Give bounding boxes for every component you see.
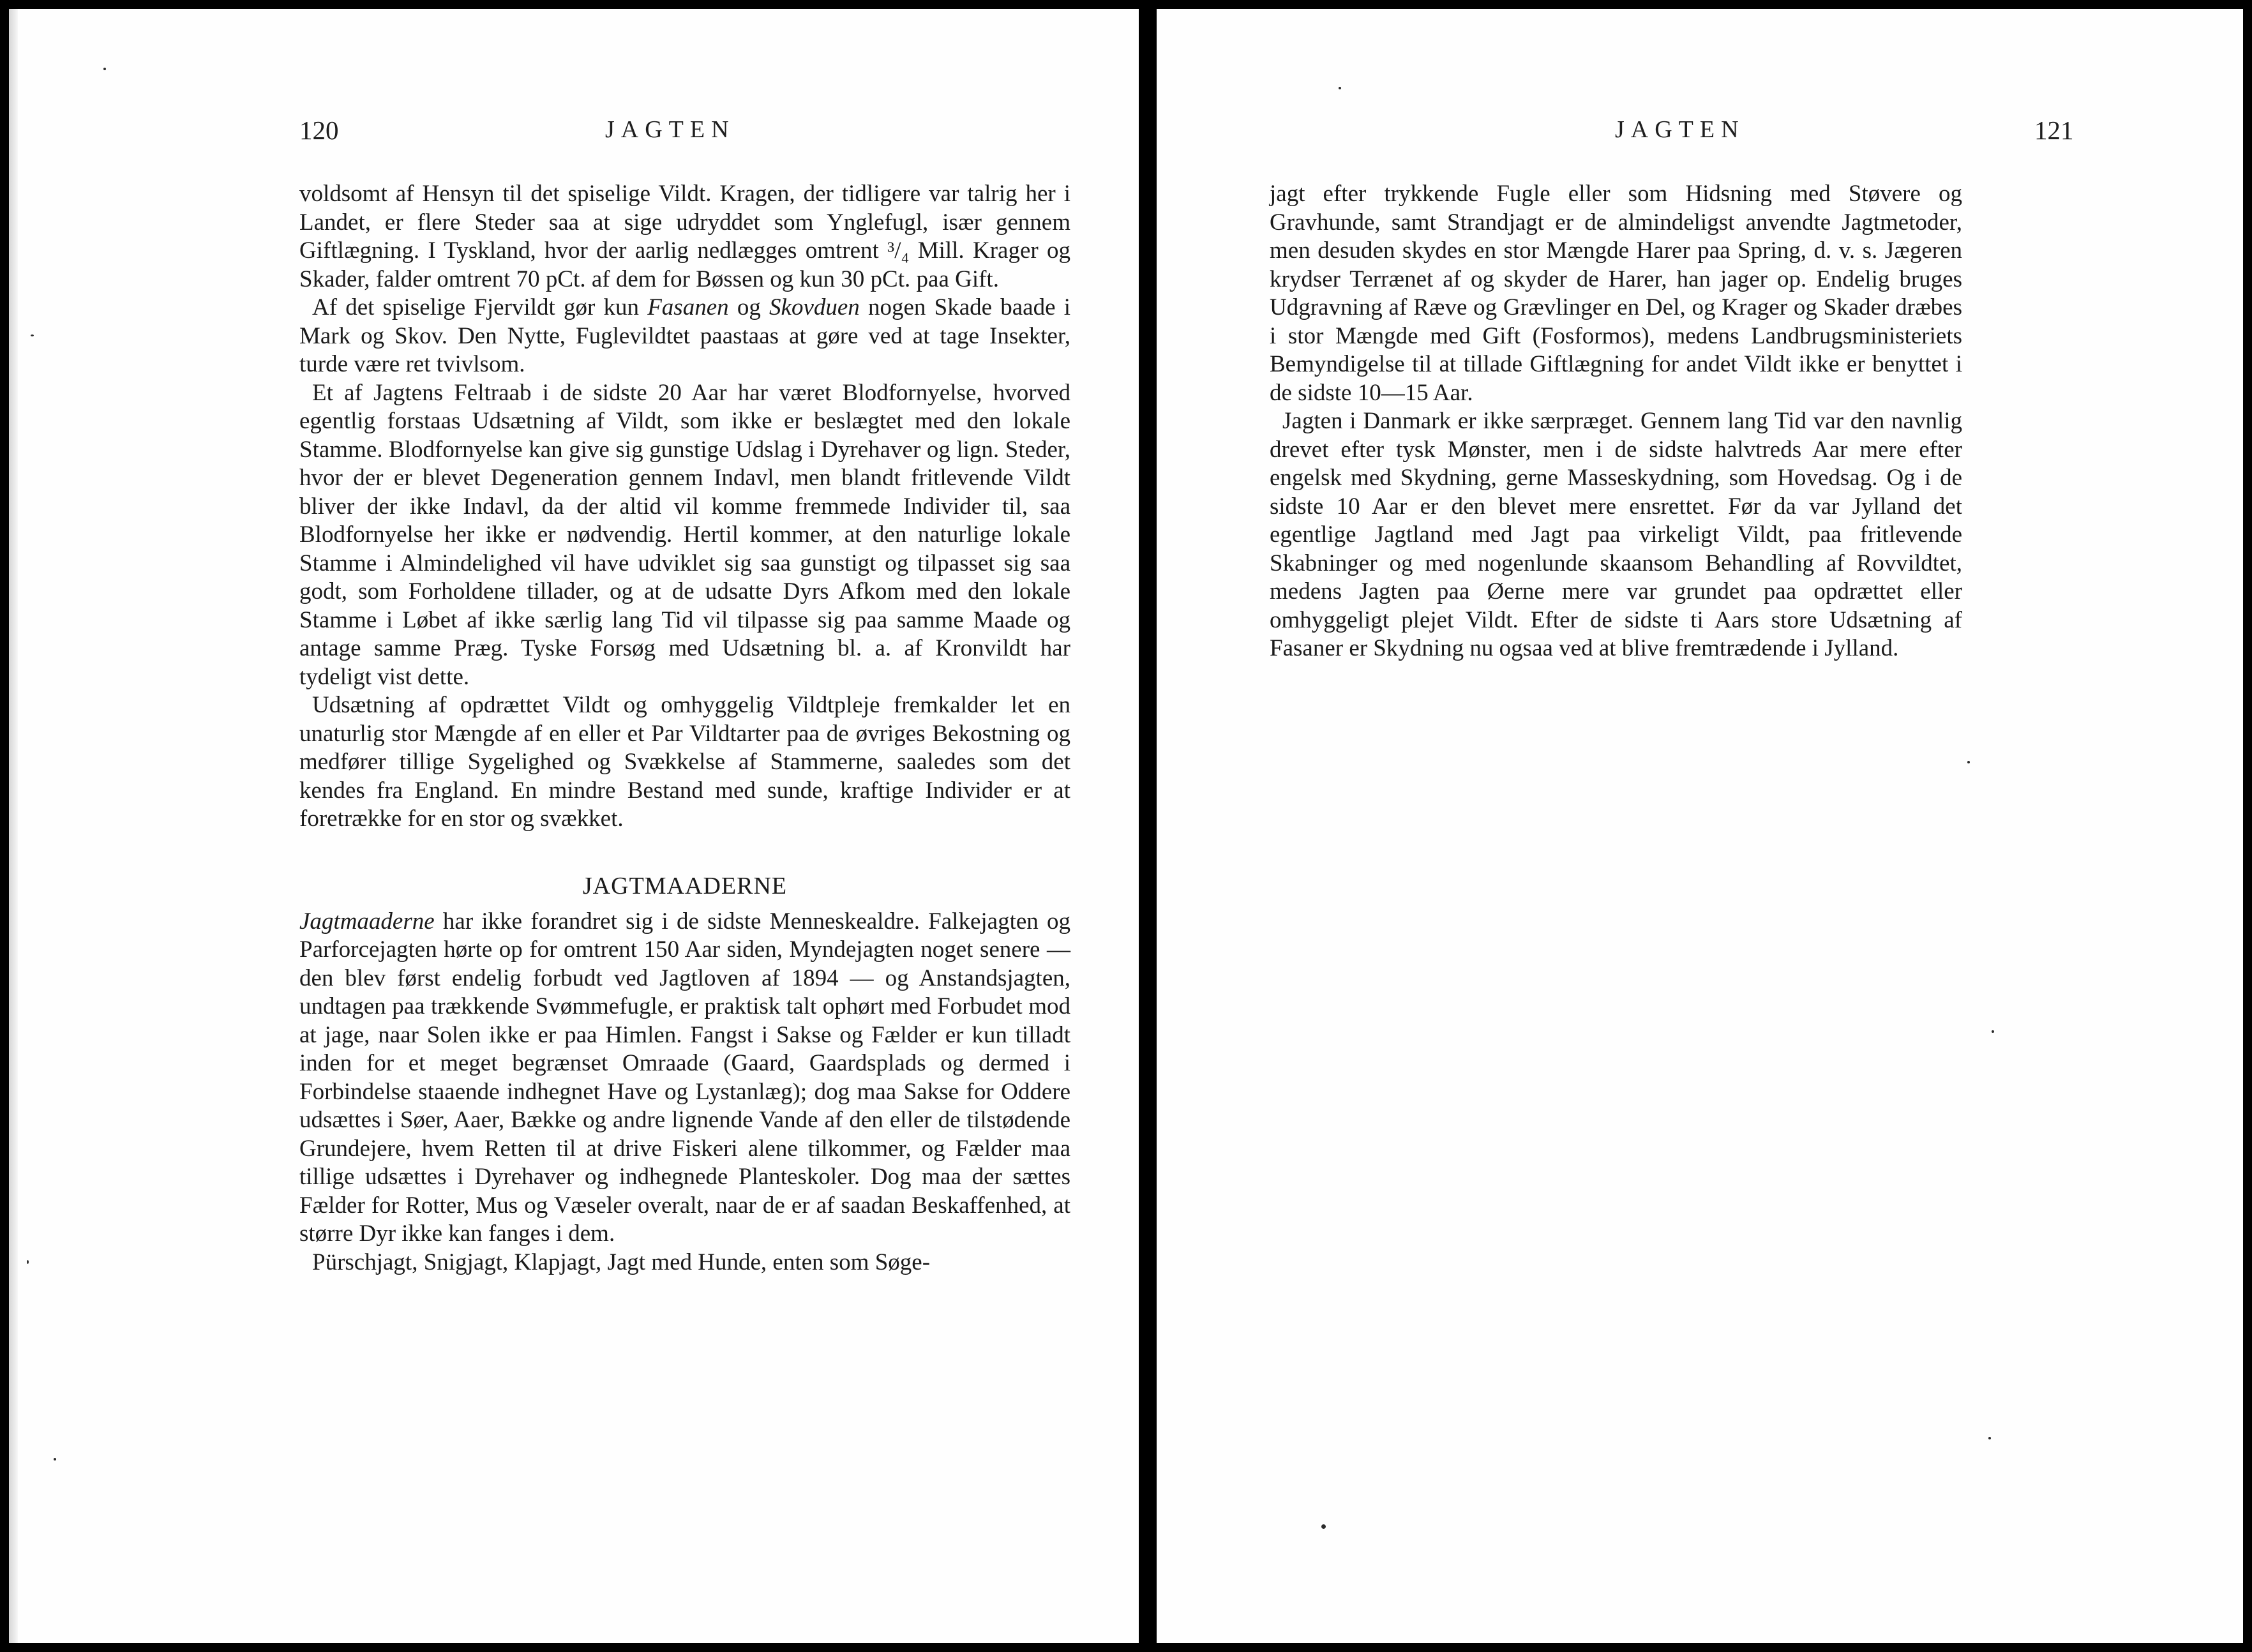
scan-speck [27, 1260, 29, 1264]
scan-shadow-edge [9, 9, 18, 1643]
right-page-body [1270, 180, 1962, 663]
right-paragraph-2: Jagten i Danmark er ikke særpræget. Gennem lang Tid var den navnlig drevet efter tysk Mønster, men i de sidste halvtreds Aar mere efter engelsk med Skydning, gerne Masseskydning, som Hovedsag. Og i de sidste 10 Aar er den blevet mere ensrettet. Før da var Jylland det egentlige Jagtland med Jagt paa virkeligt Vildt, paa fritlevende Skabninger og med nogenlunde skaansom Behandling af Rovvildtet, medens Jagten paa Øerne mere var grundet paa opdrættet eller omhyggeligt plejet Vildt. Efter de sidste ti Aars store Udsætning af Fasaner er Skydning nu ogsaa ved at blive fremtrædende i Jylland. [1270, 408, 1962, 661]
scan-speck [1992, 1030, 1994, 1033]
section-paragraph-1 [299, 908, 1070, 1249]
italic-term-fasanen: Fasanen [647, 294, 729, 320]
left-paragraph-2 [299, 294, 1070, 379]
paragraph-text-part: har ikke forandret sig i de sidste Menneskealdre. Falkejagten og Parforcejagten hørte op for omtrent 150 Aar siden, Myndejagten noget senere — den blev først endelig forbudt ved Jagtloven af 1894 — og Anstandsjagten, undtagen paa trækkende Svømmefugle, er praktisk talt ophørt med Forbudet mod at jage, naar Solen ikke er paa Himlen. Fangst i Sakse og Fælder er kun tilladt inden for et meget begrænset Omraade (Gaard, Gaardsplads og dermed i Forbindelse staaende indhegnet Have og Lystanlæg); dog maa Sakse for Oddere udsættes i Søer, Aaer, Bække og andre lignende Vande af den eller de tilstødende Grundejere, hvem Retten til at drive Fiskeri alene tilkommer, og Fælder maa tillige udsættes i Dyrehaver og indhegnede Planteskoler. Dog maa der sættes Fælder for Rotter, Mus og Væseler overalt, naar de er af saadan Beskaffenhed, at større Dyr ikke kan fanges i dem. [299, 908, 1070, 1247]
scan-speck [1339, 87, 1341, 89]
scan-speck [103, 68, 106, 70]
italic-term-skovduen: Skovduen [769, 294, 860, 320]
scan-speck [1988, 1437, 1991, 1439]
left-paragraph-1: voldsomt af Hensyn til det spiselige Vildt. Kragen, der tidligere var talrig her i Landet, er flere Steder saa at sige udryddet som Ynglefugl, især gennem Giftlægning. I Tyskland, hvor der aarlig nedlægges omtrent ³/₄ Mill. Krager og Skader, falder omtrent 70 pCt. af dem for Bøssen og kun 30 pCt. paa Gift. [299, 181, 1070, 292]
scan-speck [54, 1458, 56, 1461]
paragraph-text-part: nogen Skade baade i Mark og Skov. Den Nytte, Fuglevildtet paastaas at gøre ved at tage Insekter, turde være ret tvivlsom. [299, 294, 1070, 377]
italic-lead: Jagtmaaderne [299, 908, 435, 935]
right-page-number: 121 [2034, 116, 2074, 145]
left-page [9, 9, 1139, 1643]
scan-speck [1967, 761, 1970, 763]
paragraph-text-part: og [728, 294, 770, 320]
left-page-number: 120 [299, 116, 339, 145]
right-page [1157, 9, 2243, 1643]
section-paragraph-2: Pürschjagt, Snigjagt, Klapjagt, Jagt med Hunde, enten som Søge- [312, 1249, 931, 1275]
left-paragraph-4: Udsætning af opdrættet Vildt og omhyggelig Vildtpleje fremkalder let en unaturlig stor Mængde af en eller et Par Vildtarter paa de øvriges Bekostning og medfører tillige Sygelighed og Svækkelse af Stammerne, saaledes som det kendes fra England. En mindre Bestand med sunde, kraftige Individer er at foretrække for en stor og svækket. [299, 692, 1070, 832]
right-running-title: JAGTEN [1615, 116, 1745, 143]
right-paragraph-1: jagt efter trykkende Fugle eller som Hidsning med Støvere og Gravhunde, samt Strandjagt er de almindeligst anvendte Jagtmetoder, men desuden skydes en stor Mængde Harer paa Spring, d. v. s. Jægeren krydser Terrænet af og skyder de Harer, han jager op. Endelig bruges Udgravning af Ræve og Grævlinger en Del, og Krager og Skader dræbes i stor Mængde med Gift (Fosformos), medens Landbrugsministeriets Bemyndigelse til at tillade Giftlægning for andet Vildt ikke er benyttet i de sidste 10—15 Aar. [1270, 181, 1962, 406]
left-page-body [299, 180, 1070, 1277]
left-paragraph-3: Et af Jagtens Feltraab i de sidste 20 Aar har været Blodfornyelse, hvorved egentlig forstaas Udsætning af Vildt, som ikke er beslægtet med den lokale Stamme. Blodfornyelse kan give sig gunstige Udslag i Dyrehaver og lign. Steder, hvor der er blevet Degeneration gennem Indavl, men blandt fritlevende Vildt bliver der ikke Indavl, da der altid vil komme fremmede Individer til, saa Blodfornyelse her ikke er nødvendig. Hertil kommer, at den naturlige lokale Stamme i Almindelighed vil have udviklet sig saa gunstigt og tilpasset sig saa godt, som Forholdene tillader, og at de udsatte Dyrs Afkom med den lokale Stamme i Løbet af ikke særlig lang Tid vil tilpasse sig paa samme Maade og antage samme Præg. Tyske Forsøg med Udsætning bl. a. af Kronvildt har tydeligt vist dette. [299, 379, 1070, 690]
paragraph-text-part: Af det spiselige Fjervildt gør kun [312, 294, 648, 320]
scan-speck [1321, 1524, 1326, 1529]
section-heading: JAGTMAADERNE [582, 872, 788, 899]
left-running-title: JAGTEN [605, 116, 735, 143]
scan-speck [31, 334, 34, 336]
